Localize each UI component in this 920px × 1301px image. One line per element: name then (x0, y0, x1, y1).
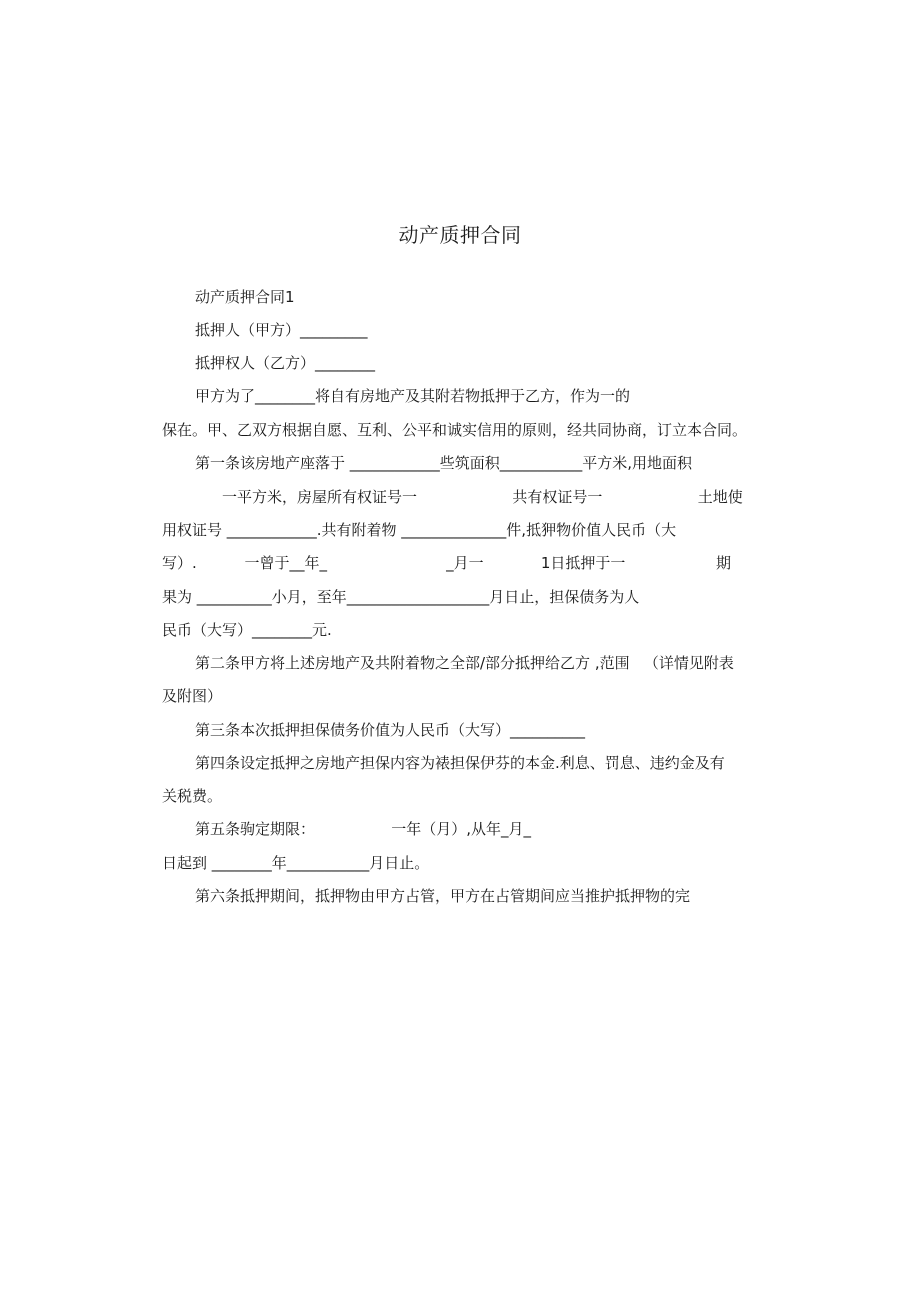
article-1-line-4: 写）. 一曾于__年_ _月一 1日抵押于一 期 (162, 554, 732, 572)
article-6-line-1: 第六条抵押期间，抵押物由甲方占管，甲方在占管期间应当推护抵押物的完 (195, 887, 691, 905)
article-3-line: 第三条本次抵押担保债务价值为人民币（大写）__________ (195, 721, 586, 739)
mortgagee-line: 抵押权人（乙方）________ (195, 354, 376, 372)
article-2-line-2: 及附图） (162, 687, 223, 705)
article-1-line-1: 第一条该房地产座落于 ____________些筑面积___________平方米,用地面积 (195, 454, 693, 472)
subtitle-line: 动产质押合同1 (195, 288, 295, 306)
document-title: 动产质押合同 (398, 223, 522, 247)
preamble-line-2: 保在。甲、乙双方根据自愿、互利、公平和诚实信用的原则，经共同协商，订立本合同。 (162, 421, 748, 439)
article-1-line-5: 果为 __________小月，至年___________________月日止，担保债务为人 (162, 588, 640, 606)
mortgagor-line: 抵押人（甲方）_________ (195, 321, 368, 339)
article-1-line-6: 民币（大写）________元. (162, 621, 332, 639)
article-5-line-2: 日起到 ________年___________月日止。 (162, 854, 430, 872)
article-1-line-3: 用权证号 ____________.共有附着物 ______________件,抵狎物价值人民币（大 (162, 521, 677, 539)
article-4-line-1: 第四条设定抵押之房地产担保内容为裱担保伊芬的本金.利息、罚息、违约金及有 (195, 754, 725, 772)
article-2-line-1: 第二条甲方将上述房地产及共附着物之全部/部分抵押给乙方 ,范围 （详情见附表 (195, 654, 734, 672)
article-4-line-2: 关税费。 (162, 787, 223, 805)
article-1-line-2: 一平方米，房屋所有权证号一 共有权证号一 土地使 (222, 488, 743, 506)
article-5-line-1: 第五条驹定期限： 一年（月）,从年_月_ (195, 820, 532, 838)
preamble-line-1: 甲方为了________将自有房地产及其附若物抵押于乙方，作为一的 (195, 387, 631, 405)
